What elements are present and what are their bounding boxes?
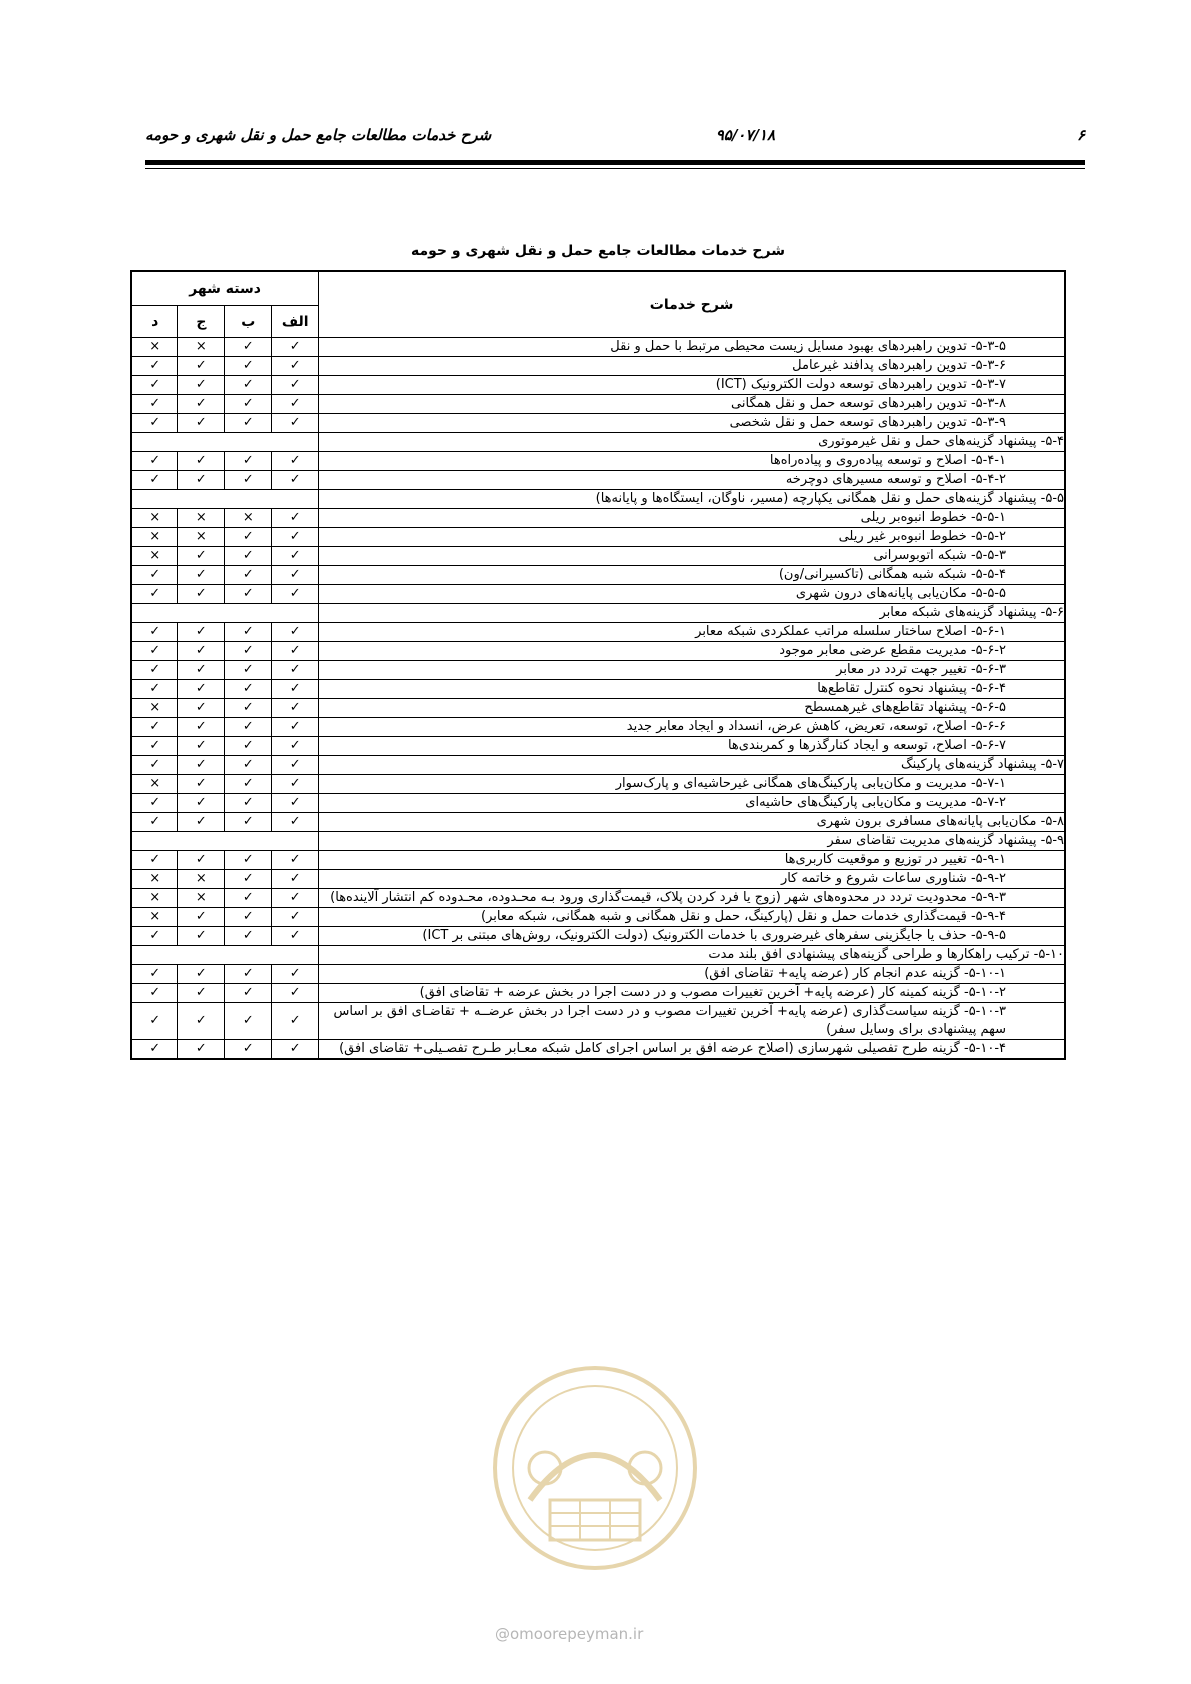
service-description: ۵-۶-۴- پیشنهاد نحوه کنترل تقاطع‌ها xyxy=(319,680,1065,699)
header-city-category: دسته شهر xyxy=(131,271,319,306)
mark-jim: ✓ xyxy=(178,585,225,604)
table-row xyxy=(131,908,1065,927)
service-description: ۵-۷-۲- مدیریت و مکان‌یابی پارکینگ‌های حاشیه‌ای xyxy=(319,794,1065,813)
empty-category-cell xyxy=(131,433,319,452)
mark-dal: ✓ xyxy=(131,718,178,737)
mark-dal: × xyxy=(131,870,178,889)
mark-be: ✓ xyxy=(225,623,272,642)
mark-dal: × xyxy=(131,528,178,547)
page-header xyxy=(145,126,1085,148)
mark-dal: × xyxy=(131,338,178,357)
mark-be: ✓ xyxy=(225,642,272,661)
service-description: ۵-۱۰-۱- گزینه عدم انجام کار (عرضه پایه+ تقاضای افق) xyxy=(319,965,1065,984)
section-row xyxy=(131,604,1065,623)
mark-alef: ✓ xyxy=(272,528,319,547)
mark-dal: ✓ xyxy=(131,566,178,585)
service-description: ۵-۹-۳- محدودیت تردد در محدوه‌های شهر (زوج یا فرد کردن پلاک، قیمت‌گذاری ورود بـه محـدوده، محـدوده کم انتشار آلاینده‌ها) xyxy=(319,889,1065,908)
empty-category-cell xyxy=(131,604,319,623)
mark-alef: ✓ xyxy=(272,737,319,756)
mark-jim: × xyxy=(178,870,225,889)
mark-jim: ✓ xyxy=(178,718,225,737)
mark-jim: ✓ xyxy=(178,661,225,680)
service-description: ۵-۳-۹- تدوین راهبردهای توسعه حمل و نقل شخصی xyxy=(319,414,1065,433)
table-row xyxy=(131,566,1065,585)
mark-jim: × xyxy=(178,338,225,357)
service-description: ۵-۴-۲- اصلاح و توسعه مسیرهای دوچرخه xyxy=(319,471,1065,490)
table-row xyxy=(131,794,1065,813)
mark-dal: ✓ xyxy=(131,395,178,414)
mark-dal: ✓ xyxy=(131,794,178,813)
table-row xyxy=(131,737,1065,756)
service-description: ۵-۹-۴- قیمت‌گذاری خدمات حمل و نقل (پارکینگ، حمل و نقل همگانی و شبه همگانی، شبکه معابر) xyxy=(319,908,1065,927)
mark-be: ✓ xyxy=(225,585,272,604)
mark-dal: × xyxy=(131,775,178,794)
mark-dal: ✓ xyxy=(131,357,178,376)
category-jim: ج xyxy=(178,306,225,338)
mark-be: ✓ xyxy=(225,927,272,946)
mark-jim: ✓ xyxy=(178,376,225,395)
service-description: ۵-۶-۵- پیشنهاد تقاطع‌های غیرهمسطح xyxy=(319,699,1065,718)
mark-be: ✓ xyxy=(225,718,272,737)
mark-dal: ✓ xyxy=(131,642,178,661)
service-description: ۵-۶-۷- اصلاح، توسعه و ایجاد کنارگذرها و کمربندی‌ها xyxy=(319,737,1065,756)
mark-be: ✓ xyxy=(225,680,272,699)
table-row xyxy=(131,1040,1065,1060)
mark-be: ✓ xyxy=(225,376,272,395)
mark-alef: ✓ xyxy=(272,509,319,528)
table-title: شرح خدمات مطالعات جامع حمل و نقل شهری و حومه xyxy=(410,243,785,259)
section-row xyxy=(131,490,1065,509)
service-description: ۵-۱۰-۳- گزینه سیاست‌گذاری (عرضه پایه+ آخرین تغییرات مصوب و در دست اجرا در بخش عرضــه + تقاضـای افق بر اساس سهم پیشنهادی برای وسایل سفر) xyxy=(319,1003,1065,1040)
table-row xyxy=(131,509,1065,528)
mark-alef: ✓ xyxy=(272,851,319,870)
empty-category-cell xyxy=(131,946,319,965)
mark-jim: ✓ xyxy=(178,851,225,870)
mark-alef: ✓ xyxy=(272,775,319,794)
mark-be: ✓ xyxy=(225,737,272,756)
mark-be: ✓ xyxy=(225,775,272,794)
mark-jim: × xyxy=(178,528,225,547)
mark-jim: ✓ xyxy=(178,471,225,490)
service-description: ۵-۵-۱- خطوط انبوه‌بر ریلی xyxy=(319,509,1065,528)
mark-jim: ✓ xyxy=(178,775,225,794)
page-number: ۶ xyxy=(1076,126,1085,144)
empty-category-cell xyxy=(131,490,319,509)
table-row xyxy=(131,1003,1065,1040)
mark-dal: ✓ xyxy=(131,737,178,756)
header-description: شرح خدمات xyxy=(319,271,1065,338)
mark-alef: ✓ xyxy=(272,471,319,490)
mark-jim: ✓ xyxy=(178,927,225,946)
service-description: ۵-۶-۱- اصلاح ساختار سلسله مراتب عملکردی شبکه معابر xyxy=(319,623,1065,642)
mark-alef: ✓ xyxy=(272,813,319,832)
mark-alef: ✓ xyxy=(272,642,319,661)
mark-jim: ✓ xyxy=(178,794,225,813)
mark-jim: ✓ xyxy=(178,566,225,585)
mark-alef: ✓ xyxy=(272,680,319,699)
mark-be: × xyxy=(225,509,272,528)
table-row xyxy=(131,547,1065,566)
mark-alef: ✓ xyxy=(272,661,319,680)
mark-alef: ✓ xyxy=(272,452,319,471)
mark-be: ✓ xyxy=(225,338,272,357)
mark-alef: ✓ xyxy=(272,414,319,433)
mark-dal: ✓ xyxy=(131,1040,178,1060)
mark-alef: ✓ xyxy=(272,395,319,414)
mark-be: ✓ xyxy=(225,547,272,566)
mark-dal: ✓ xyxy=(131,984,178,1003)
mark-jim: ✓ xyxy=(178,623,225,642)
mark-jim: ✓ xyxy=(178,813,225,832)
service-description: ۵-۵-۲- خطوط انبوه‌بر غیر ریلی xyxy=(319,528,1065,547)
table-row xyxy=(131,813,1065,832)
mark-alef: ✓ xyxy=(272,927,319,946)
table-row xyxy=(131,661,1065,680)
mark-jim: ✓ xyxy=(178,452,225,471)
table-row xyxy=(131,452,1065,471)
mark-alef: ✓ xyxy=(272,566,319,585)
table-row xyxy=(131,338,1065,357)
mark-alef: ✓ xyxy=(272,623,319,642)
mark-be: ✓ xyxy=(225,965,272,984)
publisher-seal-icon xyxy=(470,1350,720,1580)
mark-jim: ✓ xyxy=(178,908,225,927)
table-row xyxy=(131,775,1065,794)
service-description: ۵-۵-۳- شبکه اتوبوسرانی xyxy=(319,547,1065,566)
section-row xyxy=(131,832,1065,851)
mark-alef: ✓ xyxy=(272,908,319,927)
service-description: ۵-۹-۲- شناوری ساعات شروع و خاتمه کار xyxy=(319,870,1065,889)
mark-alef: ✓ xyxy=(272,718,319,737)
mark-alef: ✓ xyxy=(272,585,319,604)
mark-jim: ✓ xyxy=(178,680,225,699)
header-date: ۹۵/۰۷/۱۸ xyxy=(715,126,775,144)
table-row xyxy=(131,395,1065,414)
mark-be: ✓ xyxy=(225,908,272,927)
mark-dal: × xyxy=(131,889,178,908)
mark-jim: ✓ xyxy=(178,1040,225,1060)
mark-jim: × xyxy=(178,509,225,528)
mark-be: ✓ xyxy=(225,566,272,585)
service-description: ۵-۵-۴- شبکه شبه همگانی (تاکسیرانی/ون) xyxy=(319,566,1065,585)
mark-be: ✓ xyxy=(225,414,272,433)
mark-dal: ✓ xyxy=(131,851,178,870)
table-row xyxy=(131,528,1065,547)
mark-alef: ✓ xyxy=(272,376,319,395)
service-description: ۵-۱۰-۲- گزینه کمینه کار (عرضه پایه+ آخرین تغییرات مصوب و در دست اجرا در بخش عرضه + تقاضای افق) xyxy=(319,984,1065,1003)
header-rule-thick xyxy=(145,160,1085,165)
mark-be: ✓ xyxy=(225,395,272,414)
mark-jim: ✓ xyxy=(178,1003,225,1040)
mark-jim: ✓ xyxy=(178,699,225,718)
mark-dal: ✓ xyxy=(131,623,178,642)
mark-jim: ✓ xyxy=(178,395,225,414)
mark-dal: × xyxy=(131,547,178,566)
section-heading: ۵-۴- پیشنهاد گزینه‌های حمل و نقل غیرموتوری xyxy=(319,433,1065,452)
mark-be: ✓ xyxy=(225,471,272,490)
mark-alef: ✓ xyxy=(272,357,319,376)
mark-be: ✓ xyxy=(225,357,272,376)
table-row xyxy=(131,623,1065,642)
mark-be: ✓ xyxy=(225,889,272,908)
mark-be: ✓ xyxy=(225,1003,272,1040)
category-be: ب xyxy=(225,306,272,338)
table-row xyxy=(131,680,1065,699)
mark-dal: ✓ xyxy=(131,661,178,680)
service-description: ۵-۹-۵- حذف یا جایگزینی سفرهای غیرضروری با خدمات الکترونیک (دولت الکترونیک، روش‌های مبتنی بر ICT) xyxy=(319,927,1065,946)
mark-dal: × xyxy=(131,908,178,927)
mark-be: ✓ xyxy=(225,851,272,870)
table-row xyxy=(131,889,1065,908)
mark-be: ✓ xyxy=(225,870,272,889)
table-row xyxy=(131,927,1065,946)
mark-be: ✓ xyxy=(225,528,272,547)
mark-dal: ✓ xyxy=(131,452,178,471)
mark-be: ✓ xyxy=(225,1040,272,1060)
mark-alef: ✓ xyxy=(272,984,319,1003)
mark-dal: ✓ xyxy=(131,927,178,946)
table-row xyxy=(131,414,1065,433)
service-description: ۵-۷-۱- مدیریت و مکان‌یابی پارکینگ‌های همگانی غیرحاشیه‌ای و پارک‌سوار xyxy=(319,775,1065,794)
service-description: ۵-۶-۲- مدیریت مقطع عرضی معابر موجود xyxy=(319,642,1065,661)
section-heading: ۵-۶- پیشنهاد گزینه‌های شبکه معابر xyxy=(319,604,1065,623)
mark-jim: ✓ xyxy=(178,414,225,433)
section-heading: ۵-۵- پیشنهاد گزینه‌های حمل و نقل همگانی یکپارچه (مسیر، ناوگان، ایستگاه‌ها و پایانه‌ها) xyxy=(319,490,1065,509)
mark-alef: ✓ xyxy=(272,547,319,566)
service-description: ۵-۸- مکان‌یابی پایانه‌های مسافری برون شهری xyxy=(319,813,1065,832)
table-row xyxy=(131,585,1065,604)
header-title: شرح خدمات مطالعات جامع حمل و نقل شهری و حومه xyxy=(145,126,492,144)
mark-be: ✓ xyxy=(225,661,272,680)
mark-dal: ✓ xyxy=(131,813,178,832)
service-description: ۵-۱۰-۴- گزینه طرح تفصیلی شهرسازی (اصلاح عرضه افق بر اساس اجرای کامل شبکه معـابر طـرح تفصـیلی+ تقاضای افق) xyxy=(319,1040,1065,1060)
service-description: ۵-۳-۸- تدوین راهبردهای توسعه حمل و نقل همگانی xyxy=(319,395,1065,414)
mark-dal: ✓ xyxy=(131,414,178,433)
category-dal: د xyxy=(131,306,178,338)
mark-be: ✓ xyxy=(225,699,272,718)
mark-jim: × xyxy=(178,889,225,908)
mark-alef: ✓ xyxy=(272,794,319,813)
mark-alef: ✓ xyxy=(272,338,319,357)
service-description: ۵-۶-۶- اصلاح، توسعه، تعریض، کاهش عرض، انسداد و ایجاد معابر جدید xyxy=(319,718,1065,737)
section-row xyxy=(131,946,1065,965)
mark-be: ✓ xyxy=(225,813,272,832)
mark-dal: ✓ xyxy=(131,1003,178,1040)
table-row xyxy=(131,756,1065,775)
mark-dal: ✓ xyxy=(131,680,178,699)
mark-alef: ✓ xyxy=(272,889,319,908)
mark-dal: ✓ xyxy=(131,585,178,604)
mark-be: ✓ xyxy=(225,794,272,813)
service-description: ۵-۴-۱- اصلاح و توسعه پیاده‌روی و پیاده‌راه‌ها xyxy=(319,452,1065,471)
mark-alef: ✓ xyxy=(272,965,319,984)
services-table xyxy=(130,270,1066,1060)
mark-dal: × xyxy=(131,699,178,718)
footer-website: @omoorepeyman.ir xyxy=(495,1625,644,1643)
mark-alef: ✓ xyxy=(272,1003,319,1040)
table-row xyxy=(131,851,1065,870)
mark-dal: × xyxy=(131,509,178,528)
table-row xyxy=(131,376,1065,395)
mark-jim: ✓ xyxy=(178,965,225,984)
table-row xyxy=(131,984,1065,1003)
empty-category-cell xyxy=(131,832,319,851)
table-row xyxy=(131,718,1065,737)
mark-be: ✓ xyxy=(225,984,272,1003)
mark-alef: ✓ xyxy=(272,870,319,889)
mark-alef: ✓ xyxy=(272,1040,319,1060)
table-row xyxy=(131,642,1065,661)
service-description: ۵-۹-۱- تغییر در توزیع و موقعیت کاربری‌ها xyxy=(319,851,1065,870)
mark-jim: ✓ xyxy=(178,357,225,376)
service-description: ۵-۶-۳- تغییر جهت تردد در معابر xyxy=(319,661,1065,680)
service-description: ۵-۳-۶- تدوین راهبردهای پدافند غیرعامل xyxy=(319,357,1065,376)
table-row xyxy=(131,965,1065,984)
mark-jim: ✓ xyxy=(178,756,225,775)
service-description: ۵-۳-۷- تدوین راهبردهای توسعه دولت الکترونیک (ICT) xyxy=(319,376,1065,395)
section-heading: ۵-۱۰- ترکیب راهکارها و طراحی گزینه‌های پیشنهادی افق بلند مدت xyxy=(319,946,1065,965)
mark-jim: ✓ xyxy=(178,984,225,1003)
mark-jim: ✓ xyxy=(178,642,225,661)
mark-jim: ✓ xyxy=(178,737,225,756)
service-description: ۵-۷- پیشنهاد گزینه‌های پارکینگ xyxy=(319,756,1065,775)
header-rule-thin xyxy=(145,168,1085,169)
mark-jim: ✓ xyxy=(178,547,225,566)
mark-be: ✓ xyxy=(225,756,272,775)
mark-dal: ✓ xyxy=(131,965,178,984)
category-alef: الف xyxy=(272,306,319,338)
mark-be: ✓ xyxy=(225,452,272,471)
table-row xyxy=(131,471,1065,490)
mark-dal: ✓ xyxy=(131,756,178,775)
mark-alef: ✓ xyxy=(272,756,319,775)
mark-dal: ✓ xyxy=(131,376,178,395)
section-heading: ۵-۹- پیشنهاد گزینه‌های مدیریت تقاضای سفر xyxy=(319,832,1065,851)
service-description: ۵-۳-۵- تدوین راهبردهای بهبود مسایل زیست محیطی مرتبط با حمل و نقل xyxy=(319,338,1065,357)
section-row xyxy=(131,433,1065,452)
mark-alef: ✓ xyxy=(272,699,319,718)
service-description: ۵-۵-۵- مکان‌یابی پایانه‌های درون شهری xyxy=(319,585,1065,604)
mark-dal: ✓ xyxy=(131,471,178,490)
table-row xyxy=(131,870,1065,889)
table-row xyxy=(131,699,1065,718)
table-row xyxy=(131,357,1065,376)
